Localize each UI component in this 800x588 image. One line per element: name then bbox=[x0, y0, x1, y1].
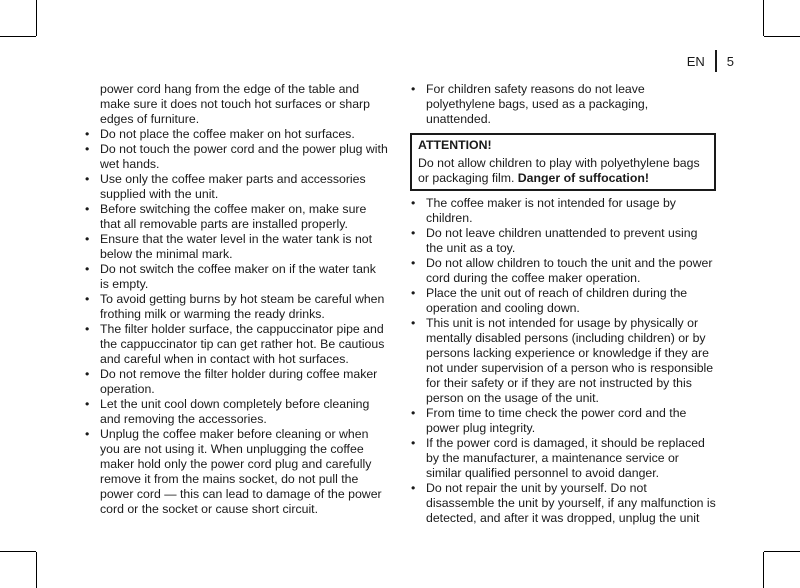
list-item: • Ensure that the water level in the water tank is not below the minimal mark. bbox=[84, 232, 388, 262]
attention-body: Do not allow children to play with polyethylene bags or packaging film. bbox=[418, 156, 700, 185]
crop-mark bbox=[0, 36, 36, 37]
attention-emphasis: Danger of suffocation! bbox=[517, 171, 649, 185]
right-top-list bbox=[410, 82, 716, 127]
list-item: • Unplug the coffee maker before cleaning or when you are not using it. When unplugging the coffee maker hold only the power cord plug and carefully remove it from the mains socket, do not pull the power cord — this can lead to damage of the power cord or the socket or cause short circuit. bbox=[84, 427, 388, 517]
crop-mark bbox=[0, 551, 36, 552]
right-bullet-list bbox=[410, 196, 716, 526]
attention-box bbox=[410, 133, 716, 191]
page-header bbox=[687, 50, 734, 72]
list-item: • For children safety reasons do not leave polyethylene bags, used as a packaging, unattended. bbox=[410, 82, 716, 127]
list-item: • Do not allow children to touch the unit and the power cord during the coffee maker operation. bbox=[410, 256, 716, 286]
list-item: • From time to time check the power cord and the power plug integrity. bbox=[410, 406, 716, 436]
left-bullet-list bbox=[84, 127, 388, 517]
crop-mark bbox=[763, 552, 764, 588]
list-item: • Use only the coffee maker parts and accessories supplied with the unit. bbox=[84, 172, 388, 202]
list-item: • This unit is not intended for usage by physically or mentally disabled persons (including children) or by persons lacking experience or knowledge if they are not under supervision of a person who is responsible for their safety or if they are not instructed by this person on the usage of the unit. bbox=[410, 316, 716, 406]
list-item: • Do not repair the unit by yourself. Do not disassemble the unit by yourself, if any malfunction is detected, and after it was dropped, unplug the unit bbox=[410, 481, 716, 526]
list-item: • Place the unit out of reach of children during the operation and cooling down. bbox=[410, 286, 716, 316]
crop-mark bbox=[764, 36, 800, 37]
crop-mark bbox=[36, 0, 37, 36]
list-item: • If the power cord is damaged, it should be replaced by the manufacturer, a maintenance service or similar qualified personnel to avoid danger. bbox=[410, 436, 716, 481]
right-column bbox=[410, 82, 716, 526]
language-label: EN bbox=[686, 53, 705, 69]
crop-mark bbox=[763, 0, 764, 36]
list-item: • To avoid getting burns by hot steam be careful when frothing milk or warming the ready drinks. bbox=[84, 292, 388, 322]
list-item: • Do not remove the filter holder during coffee maker operation. bbox=[84, 367, 388, 397]
crop-mark bbox=[36, 552, 37, 588]
list-item: • Do not leave children unattended to prevent using the unit as a toy. bbox=[410, 226, 716, 256]
list-item: • Before switching the coffee maker on, make sure that all removable parts are installed properly. bbox=[84, 202, 388, 232]
left-column bbox=[84, 82, 388, 517]
list-item: • The filter holder surface, the cappuccinator pipe and the cappuccinator tip can get rather hot. Be cautious and careful when in contact with hot surfaces. bbox=[84, 322, 388, 367]
header-divider bbox=[715, 50, 717, 72]
list-item: • Do not switch the coffee maker on if the water tank is empty. bbox=[84, 262, 388, 292]
crop-mark bbox=[764, 551, 800, 552]
page-number: 5 bbox=[726, 53, 734, 69]
list-item: • Do not touch the power cord and the power plug with wet hands. bbox=[84, 142, 388, 172]
attention-text bbox=[418, 156, 708, 186]
attention-title: ATTENTION! bbox=[418, 138, 492, 152]
list-item: • The coffee maker is not intended for usage by children. bbox=[410, 196, 716, 226]
continuation-text: power cord hang from the edge of the table and make sure it does not touch hot surfaces or sharp edges of furniture. bbox=[100, 82, 370, 126]
list-item: • Do not place the coffee maker on hot surfaces. bbox=[84, 127, 388, 142]
list-item: • Let the unit cool down completely before cleaning and removing the accessories. bbox=[84, 397, 388, 427]
